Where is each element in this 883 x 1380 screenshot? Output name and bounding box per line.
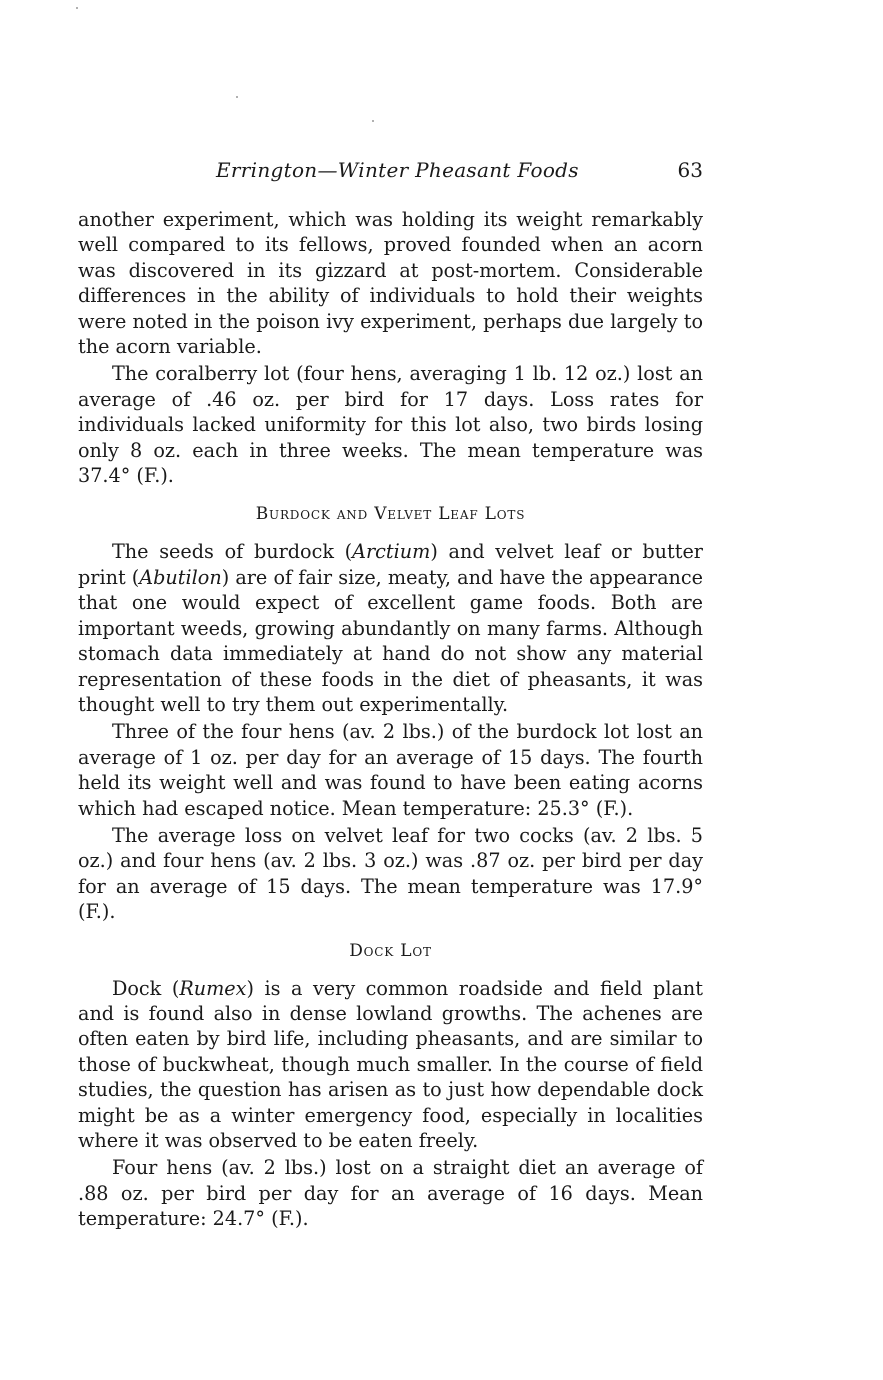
paper-speck [236, 96, 238, 98]
paper-speck [76, 7, 78, 9]
section-heading: Dock Lot [349, 940, 432, 961]
paragraph: Four hens (av. 2 lbs.) lost on a straight diet an average of .88 oz. per bird per day for an average of 16 days. Mean temperature: 24.7° (F.). [78, 1156, 703, 1231]
italic-term: Abutilon [139, 565, 222, 589]
paragraph: Three of the four hens (av. 2 lbs.) of the burdock lot lost an average of 1 oz. per day for an average of 15 days. The fourth held its weight well and was found to have been eating acorns which had escaped notice. Mean temperature: 25.3° (F.). [78, 720, 703, 820]
text-run: ) is a very common roadside and field plant and is found also in dense lowland growths. The achenes are often eaten by bird life, including pheasants, and are similar to those of buckwheat, though much smaller. In the course of field studies, the question has arisen as to just how dependable dock might be as a winter emergency food, especially in localities where it was observed to be eaten freely. [78, 976, 703, 1152]
running-title: Errington—Winter Pheasant Foods [216, 158, 579, 182]
paragraph: The average loss on velvet leaf for two cocks (av. 2 lbs. 5 oz.) and four hens (av. 2 lbs. 3 oz.) was .87 oz. per bird per day for an average of 15 days. The mean temperature was 17.9° (F.). [78, 823, 703, 924]
paragraph: The coralberry lot (four hens, averaging 1 lb. 12 oz.) lost an average of .46 oz. per bird for 17 days. Loss rates for individuals lacked uniformity for this lot also, two birds losing only 8 oz. each in three weeks. The mean temperature was 37.4° (F.). [78, 362, 703, 488]
paragraph [78, 976, 703, 1154]
section-heading: Burdock and Velvet Leaf Lots [255, 504, 526, 525]
text-run: ) are of fair size, meaty, and have the appearance that one would expect of excellent game foods. Both are important weeds, growing abundantly on many farms. Although stomach data immediately at hand do not show any material representation of these foods in the diet of pheasants, it was thought well to try them out experimentally. [78, 565, 703, 716]
paragraph: another experiment, which was holding its weight remarkably well compared to its fellows, proved founded when an acorn was discovered in its gizzard at post-mortem. Considerable differences in the ability of individuals to hold their weights were noted in the poison ivy experiment, perhaps due largely to the acorn variable. [78, 208, 703, 359]
running-head [78, 158, 703, 188]
body-text [78, 207, 703, 1234]
paper-speck [372, 120, 374, 122]
text-run: The seeds of burdock ( [112, 540, 353, 564]
page-number: 63 [677, 158, 703, 182]
text-run: ) and velvet leaf or butter print ( [78, 540, 703, 589]
italic-term: Arctium [352, 540, 431, 564]
italic-term: Rumex [179, 976, 247, 1000]
paragraph [78, 539, 703, 717]
text-run: Dock ( [112, 976, 180, 1000]
